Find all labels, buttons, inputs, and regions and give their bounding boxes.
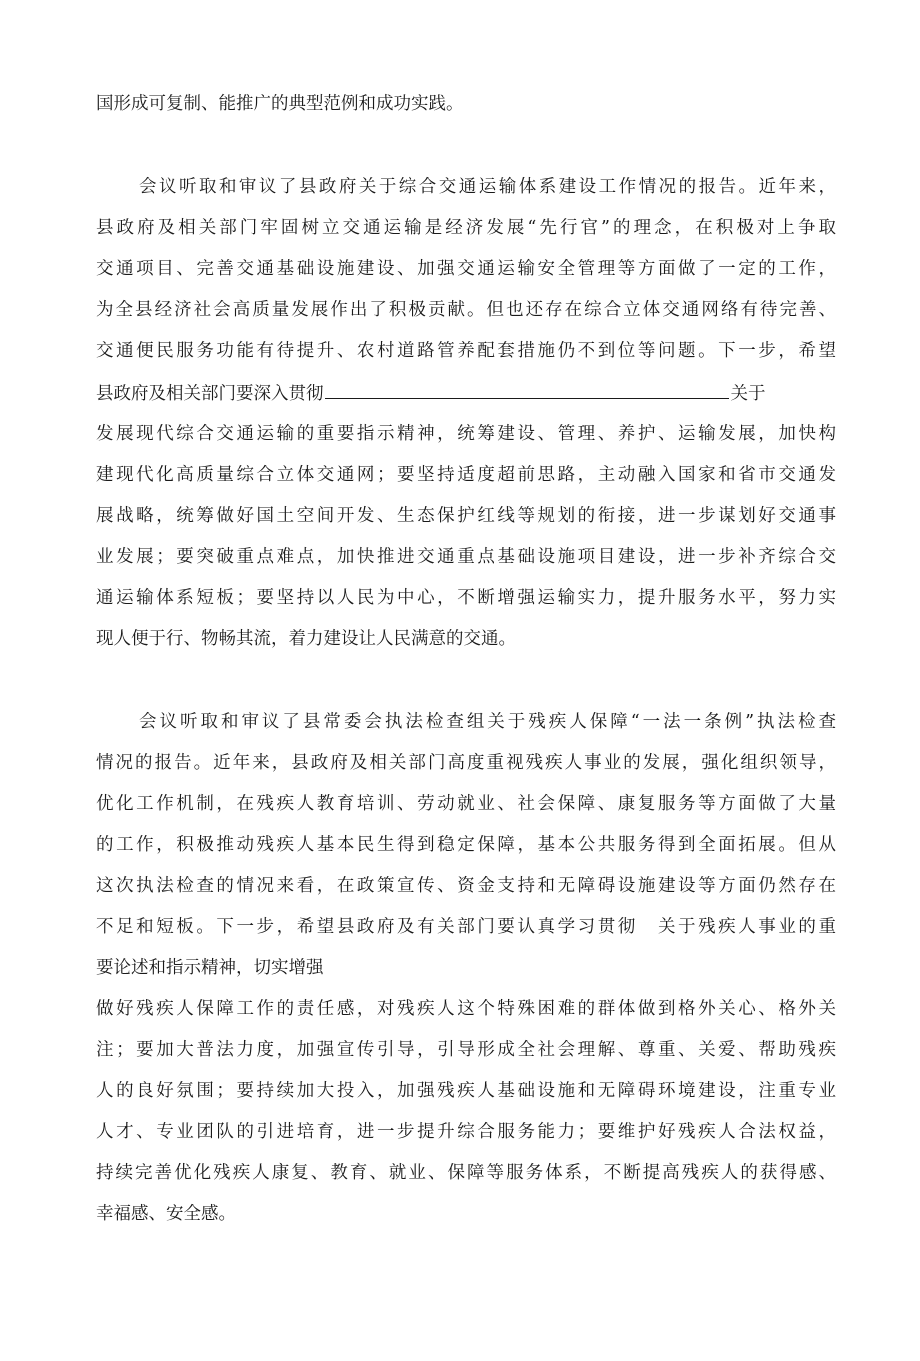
text-line: 优化工作机制，在残疾人教育培训、劳动就业、社会保障、康复服务等方面做了大量 xyxy=(96,794,836,814)
text-line: 展战略，统筹做好国土空间开发、生态保护红线等规划的衔接，进一步谋划好交通事 xyxy=(96,506,836,526)
text-line: 业发展；要突破重点难点，加快推进交通重点基础设施项目建设，进一步补齐综合交 xyxy=(96,547,836,567)
text-line: 幸福感、安全感。 xyxy=(96,1204,236,1224)
text-segment: 县政府及相关部门要深入贯彻 xyxy=(96,384,324,404)
text-line: 情况的报告。近年来，县政府及相关部门高度重视残疾人事业的发展，强化组织领导， xyxy=(96,753,836,773)
text-line: 不足和短板。下一步，希望县政府及有关部门要认真学习贯彻 关于残疾人事业的重 xyxy=(96,917,836,937)
text-line: 注；要加大普法力度，加强宣传引导，引导形成全社会理解、尊重、关爱、帮助残疾 xyxy=(96,1040,836,1060)
text-line: 这次执法检查的情况来看，在政策宣传、资金支持和无障碍设施建设等方面仍然存在 xyxy=(96,876,836,896)
text-line: 会议听取和审议了县常委会执法检查组关于残疾人保障“一法一条例”执法检查 xyxy=(139,712,836,732)
text-line: 发展现代综合交通运输的重要指示精神，统筹建设、管理、养护、运输发展，加快构 xyxy=(96,424,836,444)
fill-blank-underline xyxy=(325,380,729,399)
text-line: 人的良好氛围；要持续加大投入，加强残疾人基础设施和无障碍环境建设，注重专业 xyxy=(96,1081,836,1101)
text-line: 国形成可复制、能推广的典型范例和成功实践。 xyxy=(96,94,464,114)
text-line-with-blank xyxy=(96,380,836,404)
text-line: 会议听取和审议了县政府关于综合交通运输体系建设工作情况的报告。近年来， xyxy=(139,177,836,197)
text-line: 的工作，积极推动残疾人基本民生得到稳定保障，基本公共服务得到全面拓展。但从 xyxy=(96,835,836,855)
text-line: 持续完善优化残疾人康复、教育、就业、保障等服务体系，不断提高残疾人的获得感、 xyxy=(96,1163,836,1183)
text-line: 通运输体系短板；要坚持以人民为中心，不断增强运输实力，提升服务水平，努力实 xyxy=(96,588,836,608)
text-line: 人才、专业团队的引进培育，进一步提升综合服务能力；要维护好残疾人合法权益， xyxy=(96,1122,836,1142)
text-line: 县政府及相关部门牢固树立交通运输是经济发展“先行官”的理念，在积极对上争取 xyxy=(96,218,836,238)
text-line: 要论述和指示精神，切实增强 xyxy=(96,958,324,978)
text-line: 交通项目、完善交通基础设施建设、加强交通运输安全管理等方面做了一定的工作， xyxy=(96,259,836,279)
text-line: 为全县经济社会高质量发展作出了积极贡献。但也还存在综合立体交通网络有待完善、 xyxy=(96,300,836,320)
text-line: 做好残疾人保障工作的责任感，对残疾人这个特殊困难的群体做到格外关心、格外关 xyxy=(96,999,836,1019)
text-line: 交通便民服务功能有待提升、农村道路管养配套措施仍不到位等问题。下一步，希望 xyxy=(96,341,836,361)
text-line: 现人便于行、物畅其流，着力建设让人民满意的交通。 xyxy=(96,629,516,649)
text-line: 建现代化高质量综合立体交通网；要坚持适度超前思路，主动融入国家和省市交通发 xyxy=(96,465,836,485)
text-segment: 关于 xyxy=(730,384,766,404)
